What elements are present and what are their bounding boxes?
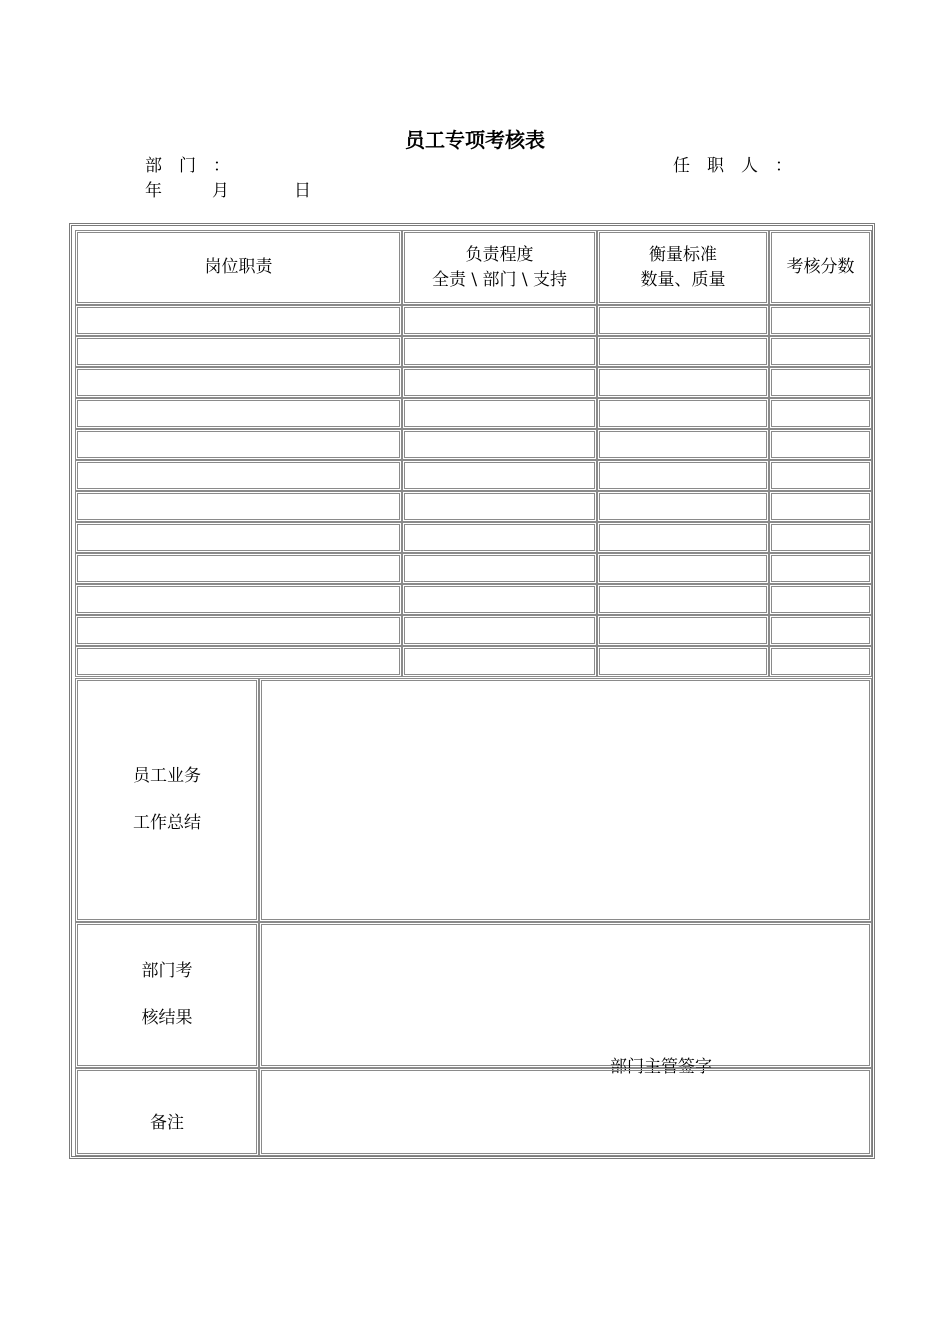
header-duty — [75, 230, 402, 305]
row-7-duty-cell[interactable] — [75, 491, 402, 522]
row-8-duty-cell[interactable] — [75, 522, 402, 553]
row-2-responsibility-cell[interactable] — [402, 336, 597, 367]
row-6-standard-cell[interactable] — [597, 460, 769, 491]
remarks-label: 备注 — [150, 1112, 184, 1133]
row-5-duty-cell[interactable] — [75, 429, 402, 460]
result-label-line2: 核结果 — [141, 1008, 193, 1028]
row-5-standard-cell[interactable] — [597, 429, 769, 460]
row-9-standard-cell[interactable] — [597, 553, 769, 584]
header-standard-text: 衡量标准 — [649, 244, 717, 265]
summary-label-cell — [75, 678, 259, 922]
date-month-label: 月 — [212, 181, 229, 201]
row-5-responsibility-cell[interactable] — [402, 429, 597, 460]
row-12-score-cell[interactable] — [769, 646, 872, 677]
row-10-duty-cell[interactable] — [75, 584, 402, 615]
row-9-responsibility-cell[interactable] — [402, 553, 597, 584]
row-12-duty-cell[interactable] — [75, 646, 402, 677]
row-8-standard-cell[interactable] — [597, 522, 769, 553]
row-3-standard-cell[interactable] — [597, 367, 769, 398]
header-standard-sub: 数量、质量 — [640, 269, 726, 290]
row-7-responsibility-cell[interactable] — [402, 491, 597, 522]
row-11-duty-cell[interactable] — [75, 615, 402, 646]
supervisor-signature-label: 部门主管签字 — [610, 1057, 712, 1077]
row-9-duty-cell[interactable] — [75, 553, 402, 584]
row-4-duty-cell[interactable] — [75, 398, 402, 429]
row-3-responsibility-cell[interactable] — [402, 367, 597, 398]
date-year-label: 年 — [145, 181, 162, 201]
row-12-standard-cell[interactable] — [597, 646, 769, 677]
summary-label-line1: 员工业务 — [133, 766, 201, 787]
row-9-score-cell[interactable] — [769, 553, 872, 584]
header-score — [769, 230, 872, 305]
row-7-standard-cell[interactable] — [597, 491, 769, 522]
row-10-score-cell[interactable] — [769, 584, 872, 615]
remarks-input-cell[interactable] — [259, 1068, 872, 1156]
row-6-responsibility-cell[interactable] — [402, 460, 597, 491]
row-4-responsibility-cell[interactable] — [402, 398, 597, 429]
summary-label-line2: 工作总结 — [133, 813, 201, 833]
row-4-score-cell[interactable] — [769, 398, 872, 429]
row-8-score-cell[interactable] — [769, 522, 872, 553]
row-4-standard-cell[interactable] — [597, 398, 769, 429]
department-label: 部 门 ： — [145, 156, 230, 176]
header-responsibility-sub: 全责 \ 部门 \ 支持 — [431, 269, 568, 290]
header-responsibility-text: 负责程度 — [465, 244, 534, 265]
header-responsibility — [402, 230, 597, 305]
result-label-cell — [75, 922, 259, 1068]
row-1-standard-cell[interactable] — [597, 305, 769, 336]
remarks-label-cell — [75, 1068, 259, 1156]
row-3-score-cell[interactable] — [769, 367, 872, 398]
row-1-responsibility-cell[interactable] — [402, 305, 597, 336]
row-12-responsibility-cell[interactable] — [402, 646, 597, 677]
summary-input-cell[interactable] — [259, 678, 872, 922]
row-10-responsibility-cell[interactable] — [402, 584, 597, 615]
row-7-score-cell[interactable] — [769, 491, 872, 522]
row-8-responsibility-cell[interactable] — [402, 522, 597, 553]
row-6-duty-cell[interactable] — [75, 460, 402, 491]
row-11-responsibility-cell[interactable] — [402, 615, 597, 646]
row-10-standard-cell[interactable] — [597, 584, 769, 615]
assessment-table — [69, 223, 875, 1159]
row-11-score-cell[interactable] — [769, 615, 872, 646]
row-11-standard-cell[interactable] — [597, 615, 769, 646]
header-duty-text: 岗位职责 — [204, 257, 273, 278]
result-label-line1: 部门考 — [141, 961, 193, 982]
row-1-duty-cell[interactable] — [75, 305, 402, 336]
row-1-score-cell[interactable] — [769, 305, 872, 336]
page-title: 员工专项考核表 — [405, 128, 545, 152]
row-3-duty-cell[interactable] — [75, 367, 402, 398]
result-input-cell[interactable] — [259, 922, 872, 1077]
date-day-label: 日 — [294, 181, 311, 201]
row-5-score-cell[interactable] — [769, 429, 872, 460]
position-holder-label: 任 职 人 ： — [673, 156, 792, 176]
row-2-score-cell[interactable] — [769, 336, 872, 367]
header-standard — [597, 230, 769, 305]
row-2-duty-cell[interactable] — [75, 336, 402, 367]
header-score-text: 考核分数 — [786, 257, 855, 278]
row-6-score-cell[interactable] — [769, 460, 872, 491]
row-2-standard-cell[interactable] — [597, 336, 769, 367]
